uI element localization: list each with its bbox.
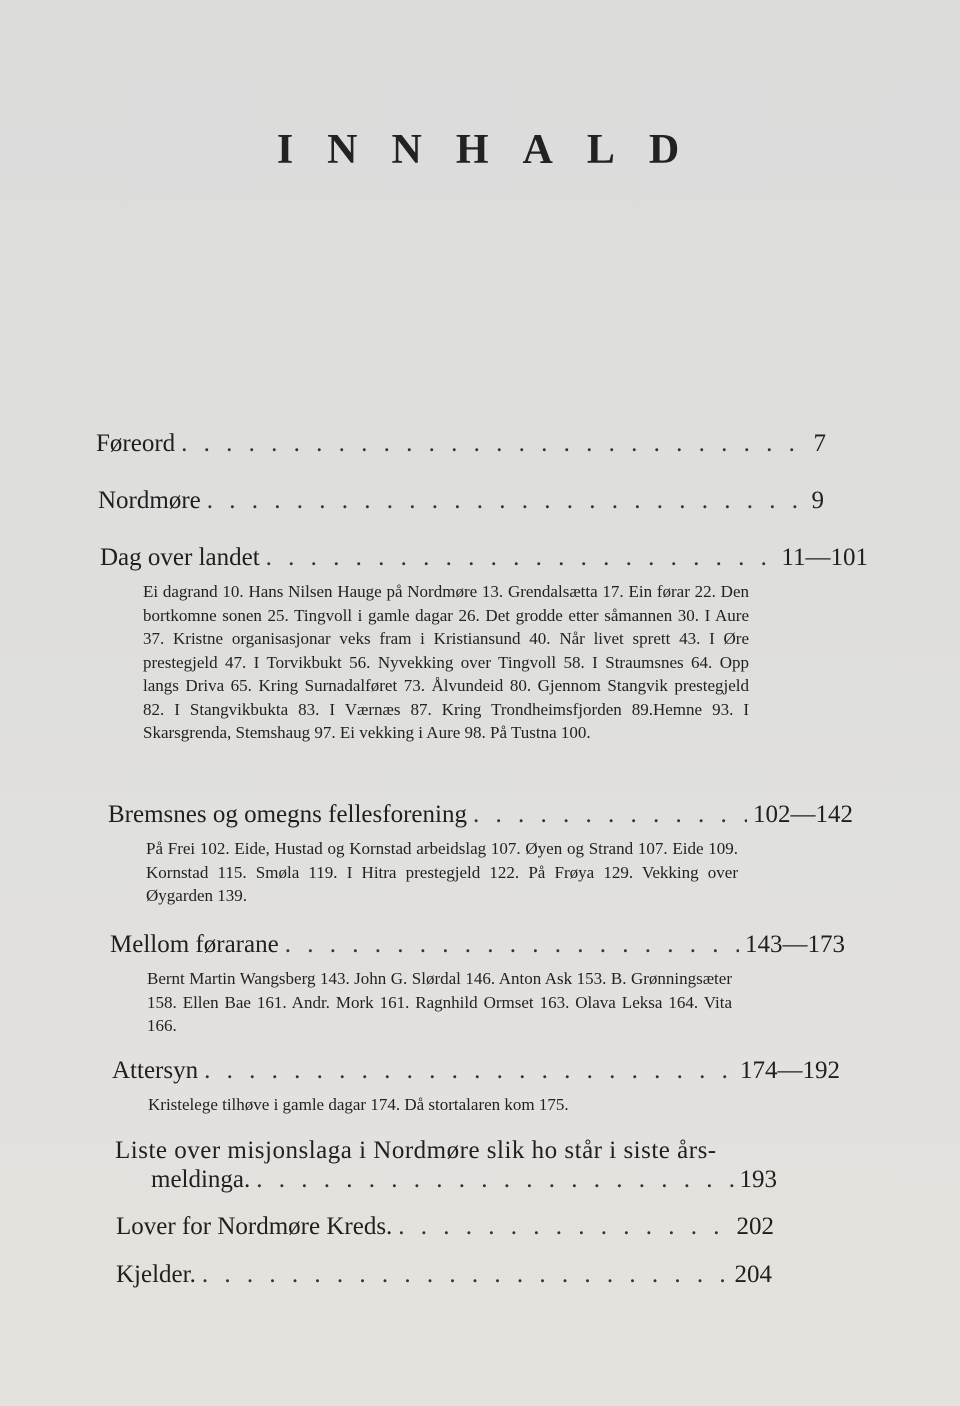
toc-leader-dots — [473, 801, 747, 829]
toc-entry-mellom-forarane — [110, 931, 845, 1038]
toc-entry-lover — [116, 1213, 774, 1241]
toc-entry-pages: 9 — [811, 487, 824, 514]
toc-entry-title: Kjelder. — [116, 1261, 196, 1288]
toc-leader-dots — [256, 1166, 733, 1194]
toc-entry-title: Bremsnes og omegns fellesforening — [108, 801, 467, 828]
toc-leader-dots — [204, 1057, 734, 1085]
toc-entry-title: Mellom førarane — [110, 931, 279, 958]
toc-entry-bremsnes — [108, 801, 853, 908]
toc-entry-pages: 102—142 — [753, 801, 853, 828]
toc-entry-kjelder — [116, 1261, 772, 1289]
toc-entry-subsections: Bernt Martin Wangsberg 143. John G. Slørdal 146. Anton Ask 153. B. Grønningsæter 158. Ellen Bae 161. Andr. Mork 161. Ragnhild Ormset 163. Olava Leksa 164. Vita 166. — [147, 969, 732, 1035]
toc-entry-pages: 204 — [734, 1261, 772, 1288]
toc-entry-pages: 193 — [739, 1166, 777, 1193]
toc-entry-pages: 11—101 — [781, 544, 868, 571]
toc-leader-dots — [207, 487, 798, 515]
toc-entry-title: Føreord — [96, 430, 176, 457]
toc-entry-dag-over-landet — [100, 544, 868, 745]
toc-entry-pages: 174—192 — [740, 1057, 840, 1084]
toc-entry-liste-over-misjonslaga — [115, 1136, 777, 1194]
toc-entry-title: Lover for Nordmøre Kreds. — [116, 1213, 393, 1240]
toc-entry-pages: 7 — [813, 430, 826, 457]
toc-entry-title: Liste over misjonslaga i Nordmøre slik ho står i siste års- — [115, 1137, 717, 1164]
toc-entry-nordmore — [98, 487, 824, 515]
toc-entry-title: Attersyn — [112, 1057, 199, 1084]
toc-entry-title: Dag over landet — [100, 544, 260, 571]
toc-entry-pages: 202 — [736, 1213, 774, 1240]
toc-entry-subsections: Ei dagrand 10. Hans Nilsen Hauge på Nordmøre 13. Grendalsætta 17. Ein førar 22. Den bortkomne sonen 25. Tingvoll i gamle dagar 26. Det grodde etter såmannen 30. I Aure 37. Kristne organisasjonar veks fram i Kristiansund 40. Når livet sprett 43. I Øre prestegjeld 47. I Torvikbukt 56. Nyvekking over Tingvoll 58. I Straumsnes 64. Opp langs Driva 65. Kring Surnadalføret 73. Ålvundeid 80. Gjennom Stangvik prestegjeld 82. I Stangvikbukta 83. I Værnæs 87. Kring Trondheimsfjorden 89.Hemne 93. I Skarsgrenda, Stemshaug 97. Ei vekking i Aure 98. På Tustna 100. — [143, 582, 749, 742]
toc-entry-foreord — [96, 430, 826, 458]
toc-leader-dots — [285, 931, 739, 959]
page-heading: INNHALD — [276, 127, 714, 173]
toc-entry-subsections: På Frei 102. Eide, Hustad og Kornstad arbeidslag 107. Øyen og Strand 107. Eide 109. Kornstad 115. Smøla 119. I Hitra prestegjeld 122. På Frøya 129. Vekking over Øygarden 139. — [146, 839, 738, 905]
toc-entry-attersyn — [112, 1057, 840, 1117]
toc-leader-dots — [202, 1261, 729, 1289]
toc-leader-dots — [266, 544, 776, 572]
toc-leader-dots — [398, 1213, 730, 1241]
toc-entry-title: Nordmøre — [98, 487, 201, 514]
toc-entry-pages: 143—173 — [745, 931, 845, 958]
toc-entry-title-continued: meldinga. — [151, 1166, 251, 1193]
toc-entry-subsections: Kristelege tilhøve i gamle dagar 174. Då stortalaren kom 175. — [148, 1095, 569, 1114]
toc-leader-dots — [181, 430, 800, 458]
